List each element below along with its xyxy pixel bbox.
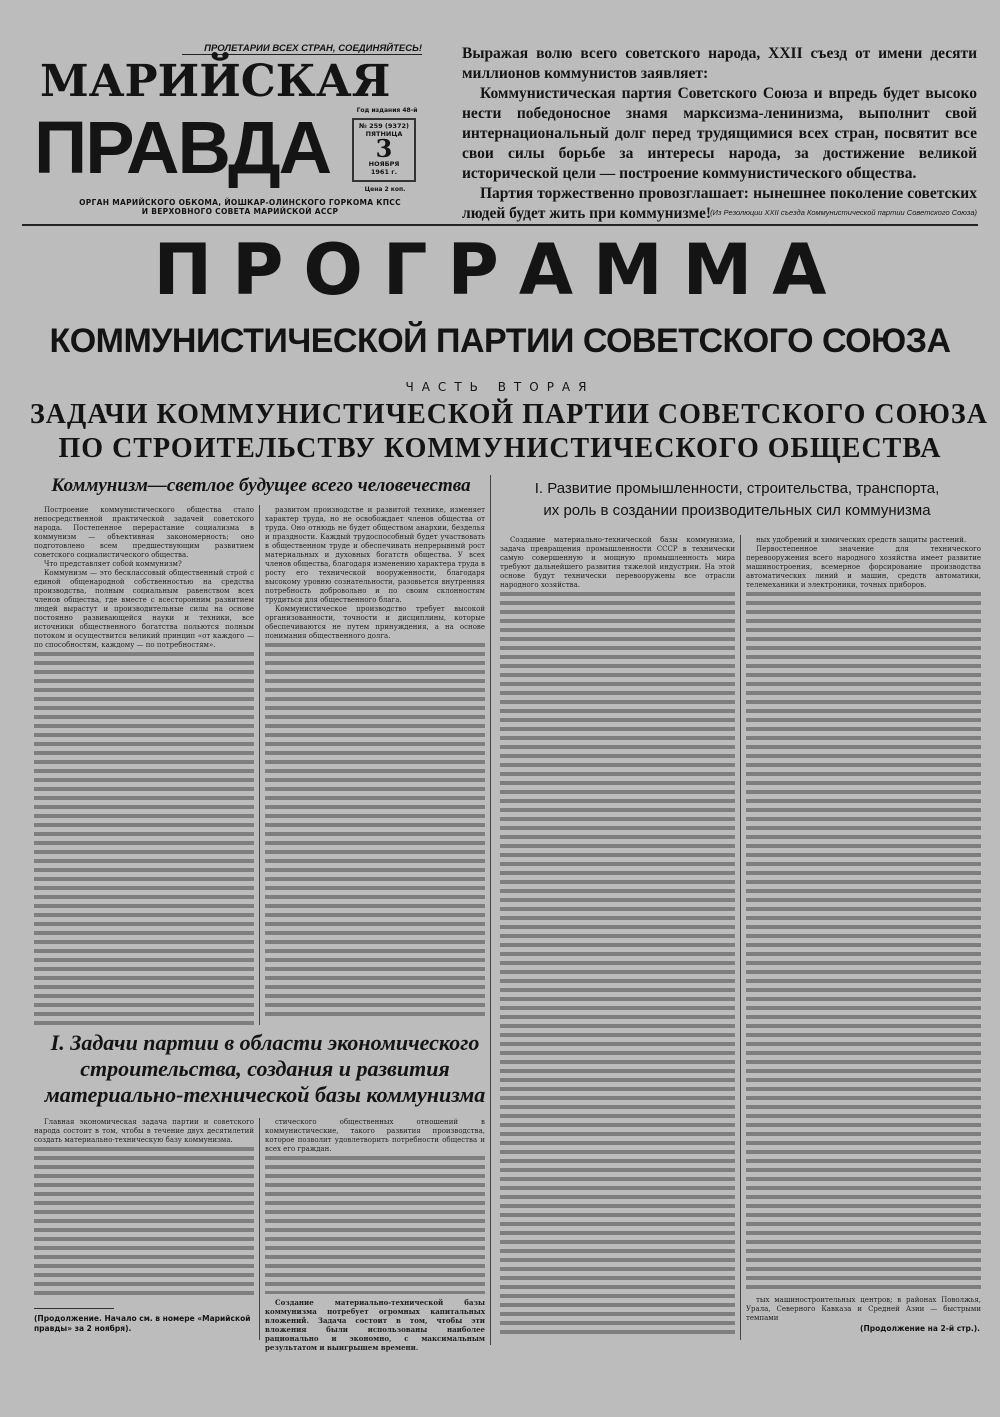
section-industry-title-line2: их роль в создании производительных сил коммунизма bbox=[543, 502, 931, 519]
organ-line-2: И ВЕРХОВНОГО СОВЕТА МАРИЙСКОЙ АССР bbox=[141, 207, 339, 216]
lead-quote bbox=[462, 44, 977, 224]
paragraph: Построение коммунистического общества стало непосредственной практической задачей советского народа. Постепенное перерастание социализма в коммунизм — объективная закономерность; оно подготовлено всем предшествующим развитием советского социалистического общества. bbox=[34, 506, 254, 559]
headline-part: ЧАСТЬ ВТОРАЯ bbox=[405, 380, 595, 394]
paragraph: Что представляет собой коммунизм? bbox=[44, 560, 182, 568]
section-economy-title bbox=[40, 1030, 490, 1108]
section-industry-title bbox=[492, 478, 982, 522]
headline-party bbox=[20, 314, 980, 368]
lead-quote-p1: Выражая волю всего советского народа, XXII съезд от имени десяти миллионов коммунистов заявляет: bbox=[462, 45, 977, 82]
masthead-slogan: ПРОЛЕТАРИИ ВСЕХ СТРАН, СОЕДИНЯЙТЕСЬ! bbox=[182, 43, 422, 55]
section-economy-title-line2: строительства, создания и развития bbox=[80, 1056, 450, 1081]
paragraph: Коммунизм — это бесклассовый общественный строй с единой общенародной собственностью на средства производства, полным социальным равенством всех членов общества, где вместе с всесторонним развитием людей вырастут и производительные силы на основе постоянно развивающейся науки и техники, все источники общественного богатства польются полным потоком и осуществится великий принцип «от каждого — по способностям, каждому — по потребностям». bbox=[34, 569, 254, 649]
section-economy-title-line1: I. Задачи партии в области экономического bbox=[50, 1030, 480, 1055]
continuation-note: (Продолжение на 2-й стр.). bbox=[860, 1324, 980, 1333]
economy-column-2 bbox=[265, 1118, 485, 1294]
paragraph: Первостепенное значение для технического перевооружения всего народного хозяйства имеет развитие машиностроения, всемерное форсирование производства автоматических линий и машин, средств автоматики, телемеханики и электроники, точных приборов. bbox=[746, 545, 981, 589]
headline-party-text: КОММУНИСТИЧЕСКОЙ ПАРТИИ СОВЕТСКОГО СОЮЗА bbox=[49, 322, 951, 360]
column-divider bbox=[259, 1118, 260, 1340]
section-communism-title: Коммунизм—светлое будущее всего человечества bbox=[51, 475, 471, 496]
issue-number: № 259 (9372) bbox=[359, 122, 409, 130]
communism-column-2 bbox=[265, 506, 485, 1026]
price: Цена 2 коп. bbox=[364, 186, 406, 193]
headline-tasks-line2: ПО СТРОИТЕЛЬСТВУ КОММУНИСТИЧЕСКОГО ОБЩЕСТВА bbox=[58, 433, 942, 464]
body-text-block bbox=[746, 590, 981, 1290]
newspaper-title-line2: ПРАВДА bbox=[34, 106, 331, 189]
body-text-block bbox=[265, 1154, 485, 1294]
issue-info-box bbox=[352, 118, 416, 182]
paragraph: развитом производстве и развитой технике, изменяет характер труда, но не освобождает членов общества от труда. Оно отнюдь не будет обществом анархии, безделья и праздности. Каждый трудоспособный будет участвовать в общественном труде и обеспечивать непрерывный рост материальных и духовных богатств общества. У всех членов общества, благодаря изменению характера труда в росту его технической вооруженности, благодаря высокому уровню сознательности, разовьется внутренняя потребность добровольно и по своим склонностям трудиться для общественного блага. bbox=[265, 506, 485, 604]
paragraph: Главная экономическая задача партии и советского народа состоит в том, чтобы в течение двух десятилетий создать материально-техническую базу коммунизма. bbox=[34, 1118, 254, 1144]
year-of-publication: Год издания 48-й bbox=[356, 107, 418, 114]
weekday: ПЯТНИЦА bbox=[365, 130, 403, 138]
paragraph: тых машиностроительных центров; в районах Поволжья, Урала, Северного Кавказа и Средней Азии — быстрыми темпами bbox=[746, 1296, 981, 1322]
page-column-divider bbox=[490, 475, 491, 1345]
industry-column-2-end bbox=[746, 1296, 981, 1323]
paragraph: Коммунистическое производство требует высокой организованности, точности и дисциплины, которые обеспечиваются не путем принуждения, а на основе понимания общественного долга. bbox=[265, 605, 485, 640]
headline-tasks-line1: ЗАДАЧИ КОММУНИСТИЧЕСКОЙ ПАРТИИ СОВЕТСКОГО СОЮЗА bbox=[30, 399, 988, 430]
paragraph: Создание материально-технической базы коммунизма потребует огромных капитальных вложений. Задача состоит в том, чтобы эти вложения были использованы наиболее рационально и экономно, с максимальным результатом и выигрышем времени. bbox=[265, 1298, 485, 1352]
communism-column-1 bbox=[34, 506, 254, 1026]
section-industry-title-line1: I. Развитие промышленности, строительства, транспорта, bbox=[534, 480, 940, 497]
paragraph: ных удобрений и химических средств защиты растений. bbox=[756, 536, 967, 544]
economy-column-1 bbox=[34, 1118, 254, 1298]
column-divider bbox=[740, 535, 741, 1340]
issue-day: 3 bbox=[375, 134, 393, 163]
body-text-block bbox=[265, 641, 485, 1021]
section-economy-title-line3: материально-технической базы коммунизма bbox=[44, 1082, 486, 1107]
economy-column-2-end bbox=[265, 1298, 485, 1352]
lead-quote-source: (Из Резолюции XXII съезда Коммунистической партии Советского Союза) bbox=[710, 208, 977, 217]
lead-quote-p3: Партия торжественно провозглашает: нынешнее поколение советских людей будет жить при коммунизме! bbox=[462, 185, 977, 222]
masthead-divider bbox=[22, 224, 978, 226]
headline-tasks bbox=[30, 398, 988, 466]
body-text-block bbox=[34, 1145, 254, 1295]
continuation-note: (Продолжение. Начало см. в номере «Марийской правды» за 2 ноября). bbox=[34, 1314, 251, 1333]
paragraph: Создание материально-технической базы коммунизма, задача превращения промышленности СССР в технически самую совершенную и мощную промышленность мира требуют дальнейшего развития тяжелой индустрии. На этой основе будут технически перевооружены все отрасли народного хозяйства. bbox=[500, 536, 735, 589]
body-text-block bbox=[500, 590, 735, 1336]
headline-program: ПРОГРАММА bbox=[153, 229, 847, 311]
industry-column-1 bbox=[500, 536, 735, 1336]
paragraph: стического общественных отношений в коммунистические, такого развития производства, которое позволит удовлетворить потребности общества и всех его граждан. bbox=[265, 1118, 485, 1153]
organ-line-1: ОРГАН МАРИЙСКОГО ОБКОМА, ЙОШКАР-ОЛИНСКОГО ГОРКОМА КПСС bbox=[79, 198, 401, 207]
lead-quote-p2: Коммунистическая партия Советского Союза и впредь будет высоко нести победоносное знамя марксизма-ленинизма, выполнит свой интернациональный долг перед трудящимися всех стран, посвятит все свои силы борьбе за интересы народа, за достижение великой исторической цели — построение коммунистического общества. bbox=[462, 85, 977, 182]
note-rule bbox=[34, 1308, 114, 1309]
column-divider bbox=[259, 505, 260, 1025]
organ-line bbox=[40, 198, 440, 216]
body-text-block bbox=[34, 650, 254, 1026]
industry-column-2 bbox=[746, 536, 981, 1292]
issue-month: НОЯБРЯ bbox=[368, 160, 400, 168]
newspaper-title-line1: МАРИЙСКАЯ bbox=[40, 56, 391, 107]
issue-year: 1961 г. bbox=[370, 168, 398, 176]
